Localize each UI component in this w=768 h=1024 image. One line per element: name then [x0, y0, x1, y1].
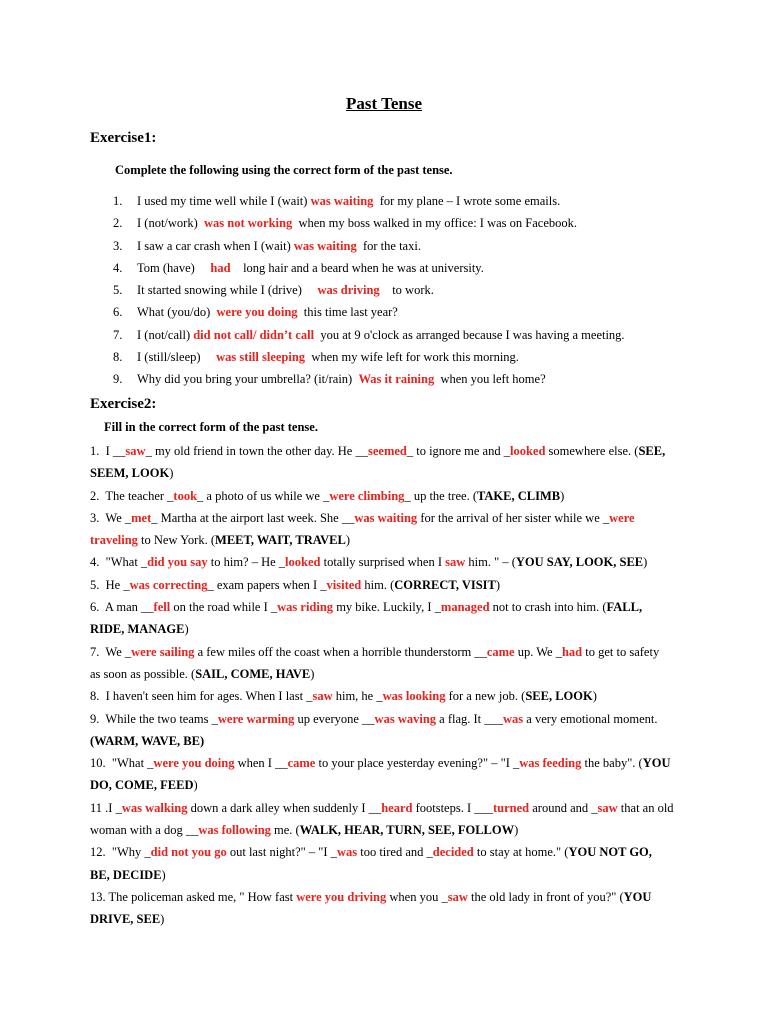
sentence-text: him, he _: [332, 689, 383, 704]
answer-text: were you doing: [153, 756, 235, 771]
sentence-text: when my boss walked in my office: I was on Facebook.: [292, 216, 578, 231]
answer-text: were climbing: [329, 488, 405, 503]
verb-hint: MEET, WAIT, TRAVEL: [215, 533, 346, 548]
verb-hint: YOU: [642, 756, 671, 771]
answer-text: was waiting: [354, 510, 418, 525]
answer-text: did you say: [147, 555, 208, 570]
answer-text: saw: [312, 689, 333, 704]
page-title: Past Tense: [345, 94, 423, 113]
verb-hint: RIDE, MANAGE: [90, 622, 185, 637]
answer-text: looked: [509, 444, 546, 458]
exercise2-instruction: Fill in the correct form of the past tense.: [104, 420, 318, 434]
verb-hint: FALL,: [606, 600, 643, 615]
item-number: 3.: [113, 238, 123, 253]
answer-text: were you doing: [216, 305, 298, 320]
answer-text: was: [503, 711, 524, 726]
answer-text: was waiting: [293, 238, 357, 253]
answer-text: traveling: [90, 533, 138, 548]
sentence-text: to your place yesterday evening?" – "I _: [315, 756, 520, 771]
sentence-text: woman with a dog __: [90, 823, 199, 838]
sentence-text: on the road while I _: [170, 600, 278, 615]
sentence-text: 12. "Why _: [90, 845, 151, 860]
verb-hint: SAIL, COME, HAVE: [195, 666, 311, 681]
sentence-text: ): [169, 466, 174, 481]
exercise-line: [90, 774, 690, 796]
answer-text: was feeding: [519, 756, 582, 771]
exercise-line: [90, 551, 690, 573]
answer-text: decided: [432, 845, 474, 860]
sentence-text: I (not/work): [137, 216, 204, 231]
sentence-text: ): [560, 488, 565, 503]
sentence-text: for my plane – I wrote some emails.: [373, 194, 561, 208]
exercise-line: [90, 864, 690, 886]
verb-hint: (WARM, WAVE, BE): [90, 733, 205, 748]
answer-text: came: [486, 644, 515, 659]
sentence-text: _ exam papers when I _: [207, 577, 327, 592]
item-number: 8.: [113, 350, 123, 365]
sentence-text: totally surprised when I: [320, 555, 446, 570]
sentence-text: ): [495, 577, 501, 592]
sentence-text: to him? – He _: [207, 555, 286, 570]
verb-hint: SEE, LOOK: [525, 689, 593, 704]
exercise-line: [90, 529, 690, 551]
verb-hint: TAKE, CLIMB: [476, 488, 561, 503]
answer-text: turned: [493, 800, 530, 815]
exercise-line: [90, 663, 690, 685]
exercise-line: [90, 797, 690, 819]
sentence-text: too tired and _: [357, 845, 433, 860]
item-number: 7.: [113, 327, 123, 342]
verb-hint: DRIVE, SEE: [90, 912, 161, 927]
sentence-text: not to crash into him. (: [489, 600, 607, 615]
list-item: [113, 327, 625, 349]
sentence-text: 6. A man __: [90, 600, 154, 615]
answer-text: was waving: [374, 711, 437, 726]
answer-text: was walking: [121, 800, 188, 815]
sentence-text: ): [161, 867, 166, 882]
list-item: [113, 304, 625, 326]
sentence-text: 9. While the two teams _: [90, 711, 218, 726]
sentence-text: It started snowing while I (drive): [137, 283, 318, 298]
exercise-line: [90, 908, 690, 930]
exercise2-heading: Exercise2:: [90, 396, 157, 412]
answer-text: visited: [326, 577, 362, 592]
sentence-text: him. " – (: [465, 555, 516, 570]
list-item: [113, 282, 625, 304]
answer-text: Was it raining: [358, 372, 435, 387]
list-item: [113, 371, 625, 393]
sentence-text: for a new job. (: [445, 689, 526, 704]
sentence-text: ): [160, 912, 165, 927]
sentence-text: 8. I haven't seen him for ages. When I last _: [90, 689, 313, 704]
answer-text: looked: [285, 555, 321, 570]
sentence-text: out last night?" – "I _: [226, 845, 337, 860]
exercise1-instruction: Complete the following using the correct form of the past tense.: [115, 163, 453, 177]
answer-text: were warming: [217, 711, 295, 726]
sentence-text: _ a photo of us while we _: [197, 488, 330, 503]
sentence-text: when you _: [386, 889, 448, 904]
sentence-text: ): [643, 555, 648, 570]
answer-text: was following: [198, 823, 271, 838]
exercise-line: [90, 618, 690, 640]
exercise-line: [90, 507, 690, 529]
sentence-text: 1. I __: [90, 444, 126, 458]
sentence-text: _ to ignore me and _: [406, 444, 510, 458]
sentence-text: 3. We _: [90, 510, 132, 525]
sentence-text: 11 .I _: [90, 800, 122, 815]
sentence-text: ): [310, 666, 315, 681]
sentence-text: I used my time well while I (wait): [137, 194, 311, 208]
sentence-text: this time last year?: [297, 305, 398, 320]
answer-text: fell: [153, 600, 171, 615]
sentence-text: him. (: [361, 577, 395, 592]
sentence-text: for the arrival of her sister while we _: [417, 510, 610, 525]
sentence-text: for the taxi.: [356, 238, 421, 253]
sentence-text: _ my old friend in town the other day. He __: [145, 444, 368, 458]
sentence-text: that an old: [617, 800, 674, 815]
sentence-text: to stay at home." (: [473, 845, 569, 860]
sentence-text: I (not/call): [137, 327, 194, 342]
answer-text: was waiting: [310, 194, 374, 208]
sentence-text: as soon as possible. (: [90, 666, 196, 681]
exercise-line: [90, 752, 690, 774]
sentence-text: somewhere else. (: [545, 444, 639, 458]
sentence-text: a very emotional moment.: [523, 711, 658, 726]
sentence-text: my bike. Luckily, I _: [333, 600, 441, 615]
answer-text: were sailing: [131, 644, 195, 659]
sentence-text: ): [193, 778, 198, 793]
exercise-line: [90, 841, 690, 863]
answer-text: had: [210, 260, 231, 275]
sentence-text: 13. The policeman asked me, " How fast: [90, 889, 297, 904]
sentence-text: when my wife left for work this morning.: [305, 350, 519, 365]
list-item: [113, 193, 625, 215]
sentence-text: Why did you bring your umbrella? (it/rain): [137, 372, 359, 387]
sentence-text: _ Martha at the airport last week. She __: [151, 510, 355, 525]
sentence-text: down a dark alley when suddenly I __: [187, 800, 382, 815]
answer-text: was riding: [277, 600, 334, 615]
sentence-text: I saw a car crash when I (wait): [137, 238, 294, 253]
sentence-text: footsteps. I ___: [412, 800, 493, 815]
sentence-text: the old lady in front of you?" (: [467, 889, 624, 904]
sentence-text: ): [514, 823, 519, 838]
exercise-line: [90, 462, 690, 484]
exercise-line: [90, 708, 690, 730]
sentence-text: ): [184, 622, 189, 637]
sentence-text: up. We _: [514, 644, 562, 659]
verb-hint: DO, COME, FEED: [90, 778, 194, 793]
sentence-text: when you left home?: [434, 372, 546, 387]
answer-text: was not working: [204, 216, 293, 231]
answer-text: was still sleeping: [216, 350, 306, 365]
answer-text: was: [336, 845, 358, 860]
answer-text: did not call/ didn’t call: [193, 327, 315, 342]
sentence-text: around and _: [529, 800, 598, 815]
answer-text: had: [561, 644, 583, 659]
verb-hint: SEE,: [638, 444, 666, 458]
answer-text: were: [609, 510, 635, 525]
sentence-text: to work.: [379, 283, 434, 298]
exercise2-body: [90, 440, 690, 931]
sentence-text: 2. The teacher _: [90, 488, 174, 503]
sentence-text: long hair and a beard when he was at university.: [230, 260, 484, 275]
answer-text: was looking: [382, 689, 446, 704]
exercise-line: [90, 485, 690, 507]
sentence-text: 7. We _: [90, 644, 132, 659]
answer-text: came: [287, 756, 316, 771]
item-number: 2.: [113, 216, 123, 231]
sentence-text: What (you/do): [137, 305, 217, 320]
answer-text: seemed: [367, 444, 407, 458]
exercise-line: [90, 440, 690, 462]
verb-hint: SEEM, LOOK: [90, 466, 170, 481]
verb-hint: BE, DECIDE: [90, 867, 162, 882]
answer-text: saw: [597, 800, 618, 815]
answer-text: were you driving: [296, 889, 387, 904]
answer-text: was correcting: [129, 577, 208, 592]
sentence-text: a flag. It ___: [436, 711, 504, 726]
item-number: 9.: [113, 372, 123, 387]
answer-text: saw: [445, 555, 466, 570]
sentence-text: 5. He _: [90, 577, 130, 592]
sentence-text: ): [592, 689, 597, 704]
sentence-text: I (still/sleep): [137, 350, 217, 365]
list-item: [113, 349, 625, 371]
answer-text: did not you go: [150, 845, 227, 860]
sentence-text: _ up the tree. (: [404, 488, 477, 503]
verb-hint: WALK, HEAR, TURN, SEE, FOLLOW: [299, 823, 515, 838]
verb-hint: YOU: [623, 889, 652, 904]
sentence-text: 4. "What _: [90, 555, 148, 570]
exercise-line: [90, 819, 690, 841]
answer-text: saw: [447, 889, 468, 904]
item-number: 6.: [113, 305, 123, 320]
exercise-line: [90, 730, 690, 752]
exercise1-list: [113, 193, 625, 394]
sentence-text: to New York. (: [137, 533, 216, 548]
answer-text: met: [131, 510, 152, 525]
sentence-text: Tom (have): [137, 260, 211, 275]
exercise-line: [90, 574, 690, 596]
exercise-line: [90, 641, 690, 663]
sentence-text: the baby". (: [581, 756, 643, 771]
sentence-text: you at 9 o'clock as arranged because I was having a meeting.: [314, 327, 625, 342]
list-item: [113, 238, 625, 260]
sentence-text: up everyone __: [294, 711, 375, 726]
sentence-text: 10. "What _: [90, 756, 154, 771]
item-number: 4.: [113, 260, 123, 275]
sentence-text: to get to safety: [582, 644, 660, 659]
sentence-text: a few miles off the coast when a horrible thunderstorm __: [194, 644, 487, 659]
answer-text: was driving: [317, 283, 380, 298]
list-item: [113, 215, 625, 237]
answer-text: heard: [381, 800, 413, 815]
answer-text: saw: [125, 444, 146, 458]
sentence-text: me. (: [270, 823, 300, 838]
item-number: 5.: [113, 283, 123, 298]
verb-hint: YOU NOT GO,: [568, 845, 652, 860]
exercise-line: [90, 886, 690, 908]
verb-hint: CORRECT, VISIT: [394, 577, 496, 592]
item-number: 1.: [113, 194, 123, 208]
exercise1-heading: Exercise1:: [90, 130, 157, 146]
verb-hint: YOU SAY, LOOK, SEE: [515, 555, 644, 570]
sentence-text: ): [345, 533, 351, 548]
answer-text: managed: [440, 600, 490, 615]
exercise-line: [90, 596, 690, 618]
list-item: [113, 260, 625, 282]
answer-text: took: [173, 488, 198, 503]
exercise-line: [90, 685, 690, 707]
sentence-text: when I __: [234, 756, 288, 771]
